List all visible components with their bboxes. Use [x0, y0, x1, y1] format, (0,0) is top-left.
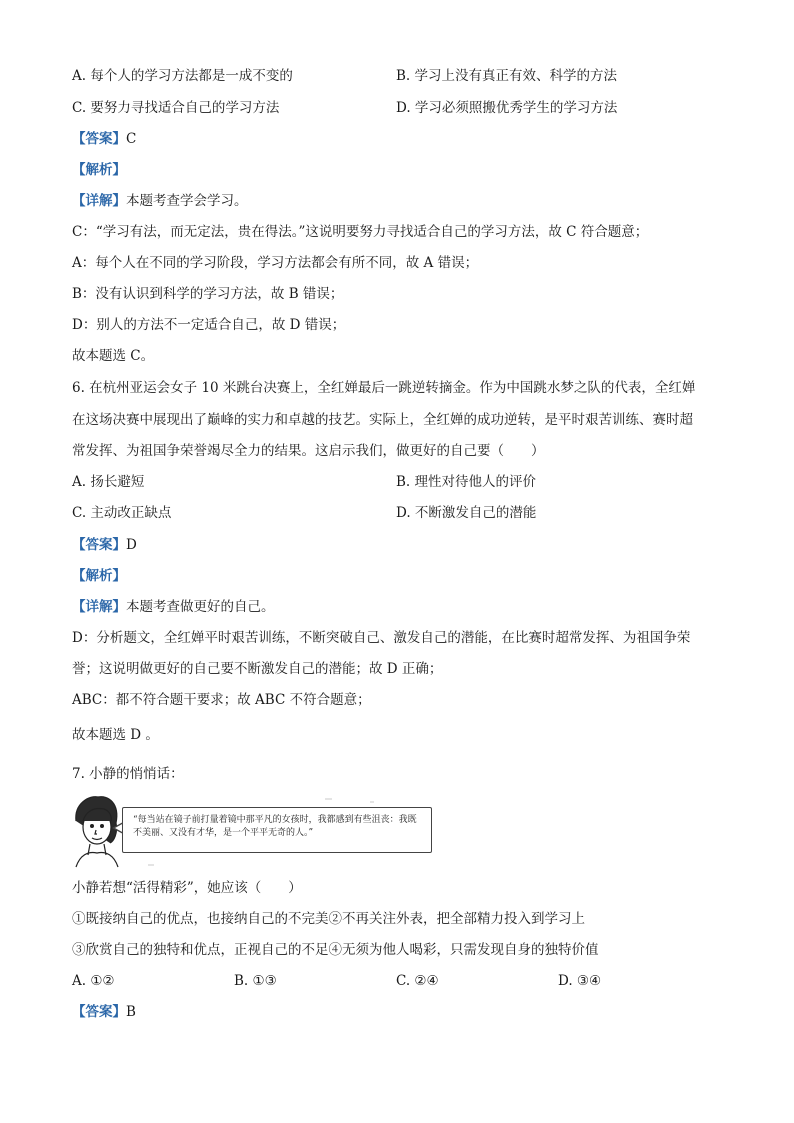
q5-answer [72, 129, 136, 149]
q5-option-c: C. 要努力寻找适合自己的学习方法 [72, 100, 280, 116]
analysis-tag: 【解析】 [72, 162, 126, 178]
q6-conclusion: 故本题选 D 。 [72, 727, 159, 743]
q6-explanation-2: 誉；这说明做更好的自己要不断激发自己的潜能；故 D 正确； [72, 661, 443, 677]
q7-option-c: C. ②④ [396, 973, 439, 989]
q7-stem: 7. 小静的悄悄话： [72, 766, 184, 782]
q6-explanation-3: ABC：都不符合题干要求；故 ABC 不符合题意； [72, 692, 371, 708]
q5-option-a: A. 每个人的学习方法都是一成不变的 [72, 68, 293, 84]
answer-tag: 【答案】 [72, 1004, 126, 1020]
analysis-tag: 【解析】 [72, 568, 126, 584]
q6-option-b: B. 理性对待他人的评价 [396, 474, 537, 490]
detail-text: 本题考查做更好的自己。 [126, 599, 275, 615]
q7-option-b: B. ①③ [234, 973, 277, 989]
q5-explanation-3: B：没有认识到科学的学习方法，故 B 错误； [72, 286, 344, 302]
q7-statements-1: ①既接纳自己的优点，也接纳自己的不完美②不再关注外表，把全部精力投入到学习上 [72, 911, 585, 927]
q7-option-d: D. ③④ [558, 973, 602, 989]
q5-explanation-1: C：“学习有法，而无定法，贵在得法。”这说明要努力寻找适合自己的学习方法，故 C 符合题意； [72, 224, 649, 240]
q7-question: 小静若想“活得精彩”，她应该（ ） [72, 880, 302, 896]
q7-options-row [72, 971, 722, 991]
q5-analysis-tag [72, 160, 126, 180]
q6-stem-line-3: 常发挥、为祖国争荣誉竭尽全力的结果。这启示我们，做更好的自己要（ ） [72, 443, 545, 459]
detail-text: 本题考查学会学习。 [126, 193, 248, 209]
detail-tag: 【详解】 [72, 193, 126, 209]
answer-tag: 【答案】 [72, 131, 126, 147]
q6-option-d: D. 不断激发自己的潜能 [396, 505, 537, 521]
q5-option-b: B. 学习上没有真正有效、科学的方法 [396, 68, 618, 84]
q7-option-a: A. ①② [72, 973, 115, 989]
q6-analysis-tag [72, 566, 126, 586]
q5-explanation-2: A：每个人在不同的学习阶段，学习方法都会有所不同，故 A 错误； [72, 255, 479, 271]
answer-tag: 【答案】 [72, 537, 126, 553]
q6-option-a: A. 扬长避短 [72, 474, 145, 490]
detail-tag: 【详解】 [72, 599, 126, 615]
q6-explanation-1: D：分析题文，全红婵平时艰苦训练，不断突破自己、激发自己的潜能，在比赛时超常发挥、为祖国争荣 [72, 630, 691, 646]
q5-conclusion: 故本题选 C。 [72, 348, 155, 364]
answer-value: D [126, 537, 137, 553]
q7-statements-2: ③欣赏自己的独特和优点，正视自己的不足④无须为他人喝彩，只需发现自身的独特价值 [72, 942, 599, 958]
q5-detail [72, 191, 248, 211]
q6-detail [72, 597, 275, 617]
answer-value: C [126, 131, 137, 147]
answer-value: B [126, 1004, 136, 1020]
q6-answer [72, 535, 137, 555]
q6-option-c: C. 主动改正缺点 [72, 505, 172, 521]
q6-stem-line-1: 6. 在杭州亚运会女子 10 米跳台决赛上，全红婵最后一跳逆转摘金。作为中国跳水梦之队的代表，全红婵 [72, 380, 696, 396]
q6-stem-line-2: 在这场决赛中展现出了巅峰的实力和卓越的技艺。实际上，全红婵的成功逆转，是平时艰苦训练、赛时超 [72, 412, 693, 428]
q7-answer [72, 1002, 136, 1022]
q5-explanation-4: D：别人的方法不一定适合自己，故 D 错误； [72, 317, 346, 333]
speech-bubble: “每当站在镜子前打量着镜中那平凡的女孩时，我都感到有些沮丧：我既不美丽、又没有才华，是一个平平无奇的人。” [122, 807, 432, 853]
q5-option-d: D. 学习必须照搬优秀学生的学习方法 [396, 100, 618, 116]
